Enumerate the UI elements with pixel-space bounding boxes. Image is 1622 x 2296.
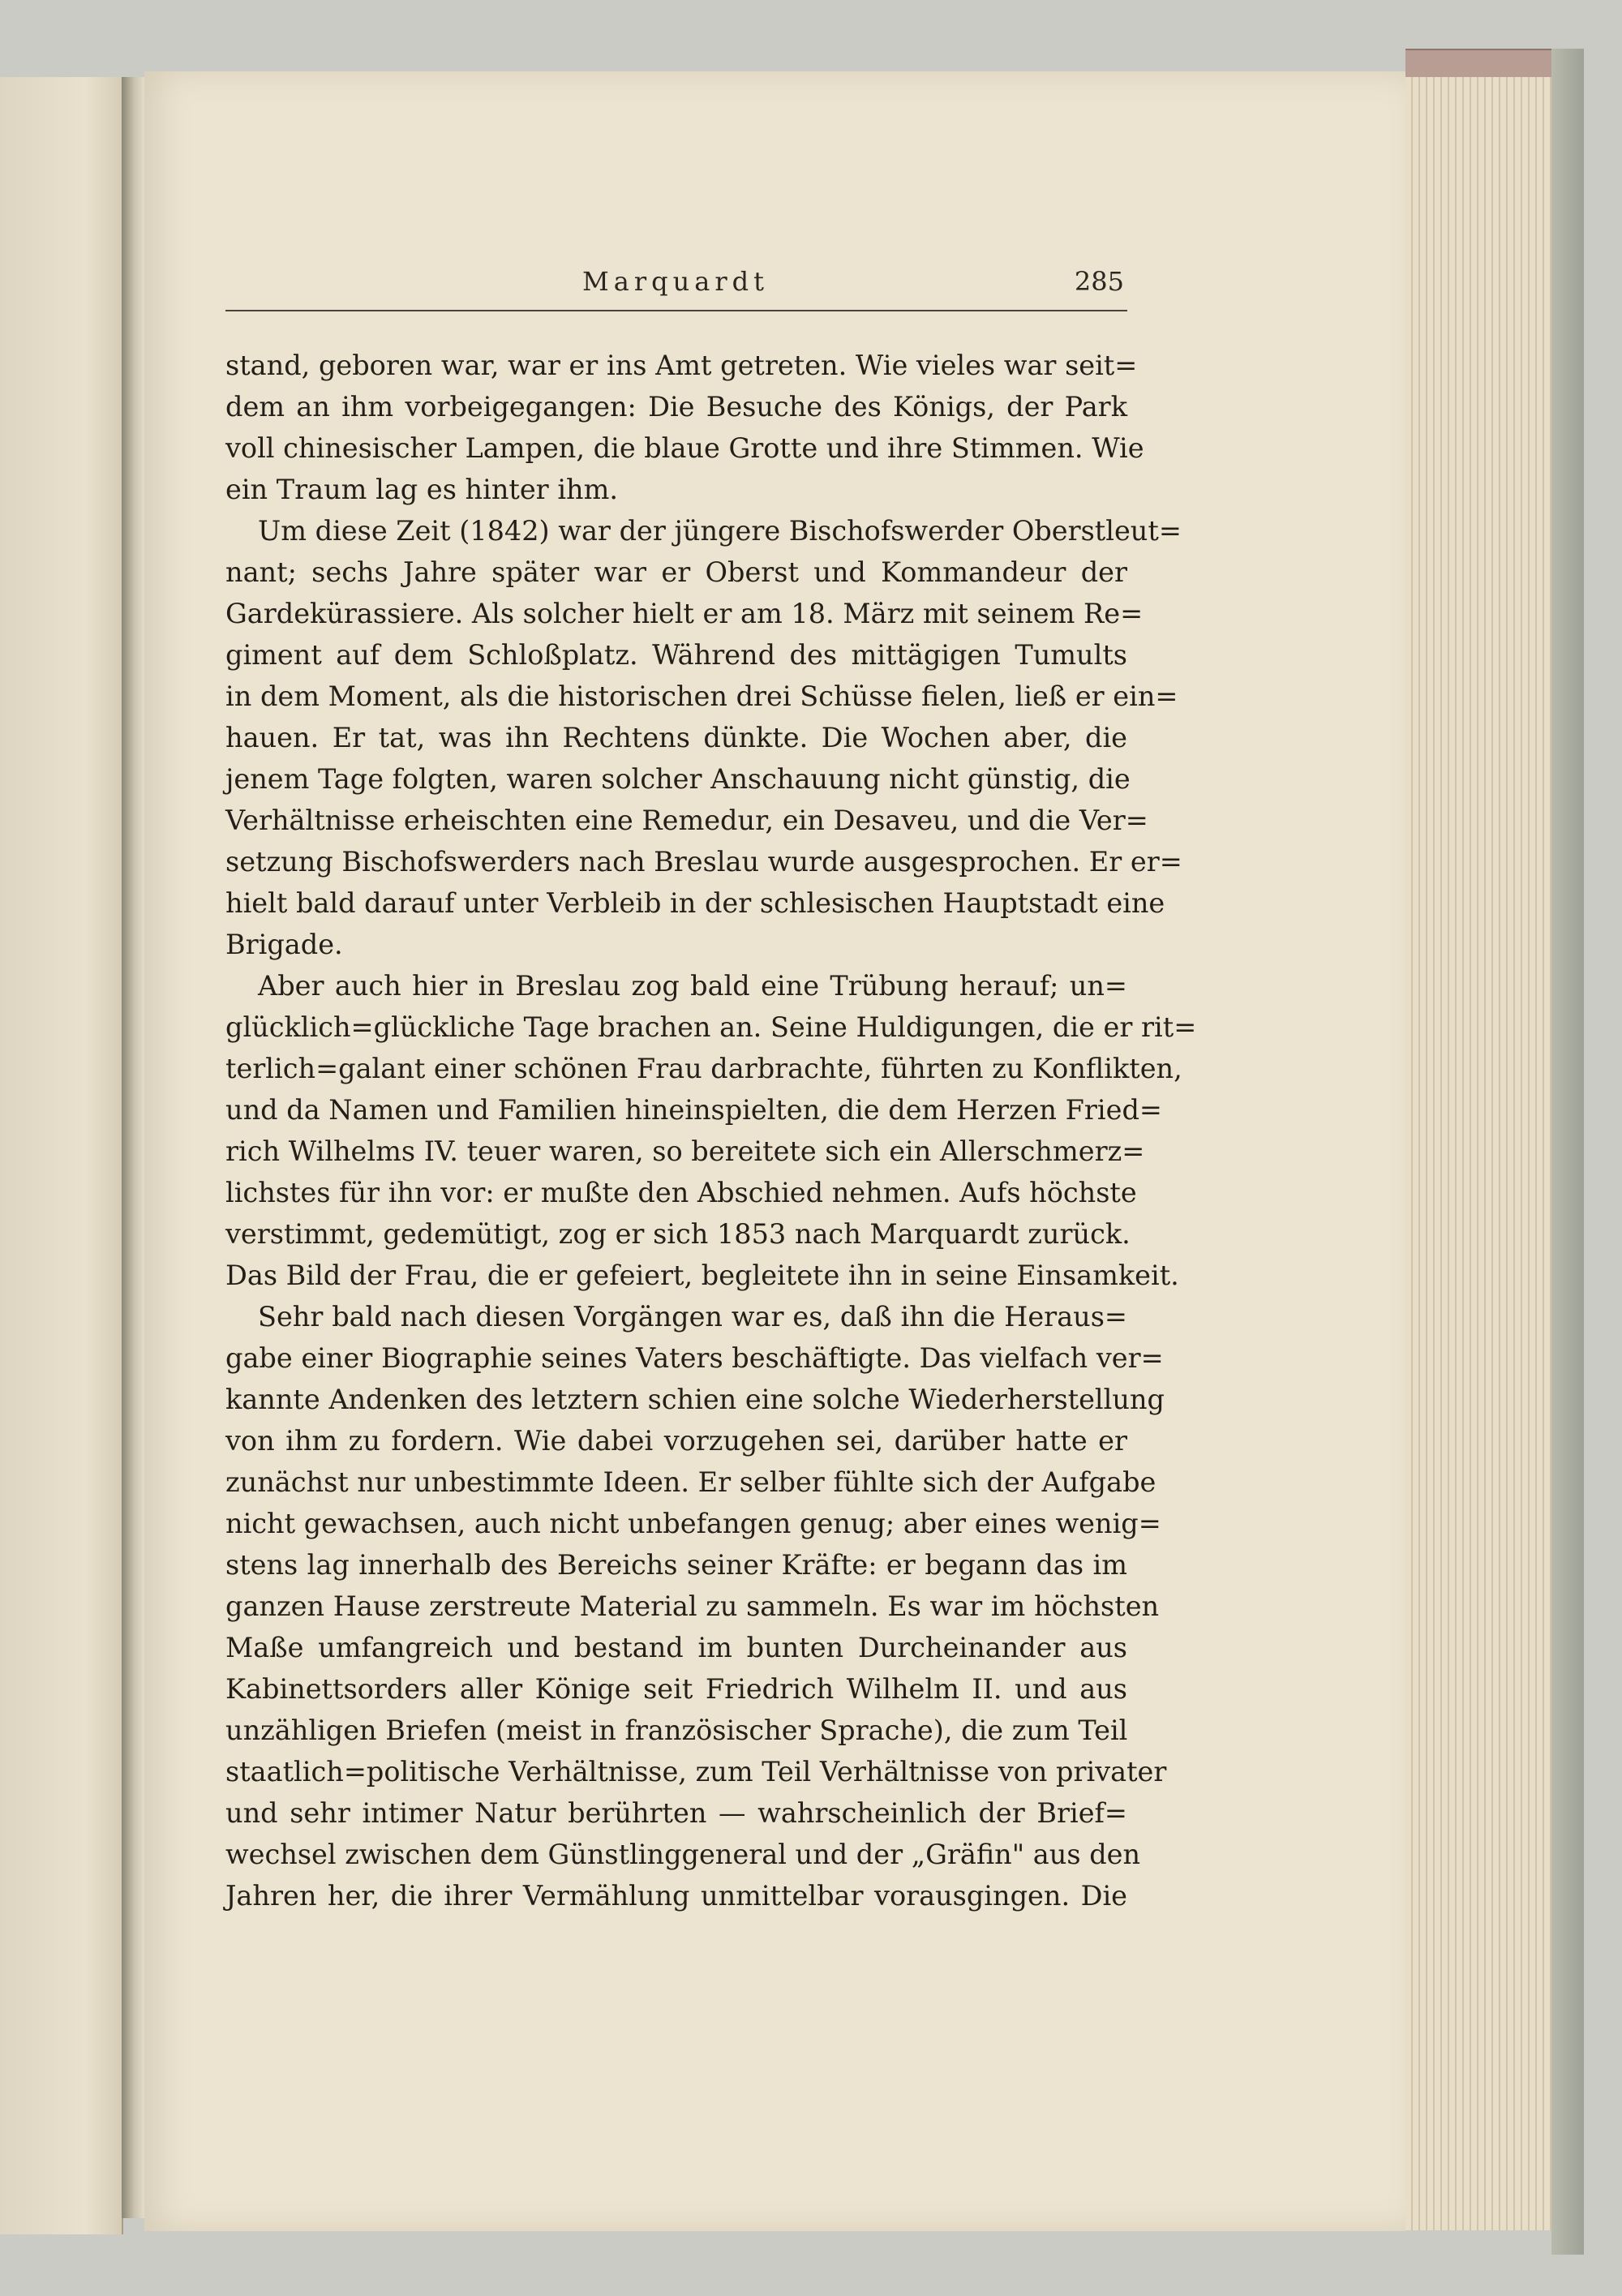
text-line: giment auf dem Schloßplatz. Während des mittägigen Tumults <box>225 639 1127 671</box>
page-block-edges <box>1405 77 1554 2230</box>
text-line: dem an ihm vorbeigegangen: Die Besuche des Königs, der Park <box>225 391 1127 423</box>
text-line: von ihm zu fordern. Wie dabei vorzugehen sei, darüber hatte er <box>225 1425 1127 1457</box>
text-line: zunächst nur unbestimmte Ideen. Er selber fühlte sich der Aufgabe <box>225 1466 1156 1498</box>
text-line: wechsel zwischen dem Günstlinggeneral und der „Gräfin" aus den <box>225 1839 1141 1870</box>
text-line: ein Traum lag es hinter ihm. <box>225 474 619 505</box>
text-line: Kabinettsorders aller Könige seit Friedrich Wilhelm II. und aus <box>225 1673 1127 1705</box>
text-line: ganzen Hause zerstreute Material zu sammeln. Es war im höchsten <box>225 1590 1160 1622</box>
text-line: nant; sechs Jahre später war er Oberst und Kommandeur der <box>225 556 1127 588</box>
book-cover <box>1551 49 1584 2255</box>
text-line: Brigade. <box>225 929 343 960</box>
text-line: setzung Bischofswerders nach Breslau wurde ausgesprochen. Er er= <box>225 846 1182 878</box>
text-line: lichstes für ihn vor: er mußte den Abschied nehmen. Aufs höchste <box>225 1177 1137 1208</box>
text-line: kannte Andenken des letztern schien eine solche Wiederherstellung <box>225 1384 1165 1415</box>
text-line: rich Wilhelms IV. teuer waren, so bereitete sich ein Allerschmerz= <box>225 1135 1145 1167</box>
text-line: Aber auch hier in Breslau zog bald eine Trübung herauf; un= <box>258 970 1127 1002</box>
text-line: voll chinesischer Lampen, die blaue Grotte und ihre Stimmen. Wie <box>225 432 1144 464</box>
page-number: 285 <box>1074 266 1124 297</box>
text-line: stens lag innerhalb des Bereichs seiner Kräfte: er begann das im <box>225 1549 1127 1581</box>
text-line: Um diese Zeit (1842) war der jüngere Bischofswerder Oberstleut= <box>258 515 1182 547</box>
page-header <box>225 261 1127 311</box>
text-line: hauen. Er tat, was ihn Rechtens dünkte. Die Wochen aber, die <box>225 722 1127 753</box>
text-line: glücklich=glückliche Tage brachen an. Seine Huldigungen, die er rit= <box>225 1011 1197 1043</box>
text-line: Jahren her, die ihrer Vermählung unmittelbar vorausgingen. Die <box>225 1880 1127 1912</box>
book-binding <box>122 77 144 2218</box>
text-line: terlich=galant einer schönen Frau darbrachte, führten zu Konflikten, <box>225 1053 1182 1084</box>
text-line: gabe einer Biographie seines Vaters beschäftigte. Das vielfach ver= <box>225 1342 1164 1374</box>
text-line: in dem Moment, als die historischen drei Schüsse fielen, ließ er ein= <box>225 680 1178 712</box>
text-line: stand, geboren war, war er ins Amt getreten. Wie vieles war seit= <box>225 350 1138 381</box>
text-line: verstimmt, gedemütigt, zog er sich 1853 nach Marquardt zurück. <box>225 1218 1131 1250</box>
text-line: jenem Tage folgten, waren solcher Anschauung nicht günstig, die <box>225 763 1131 795</box>
text-line: Sehr bald nach diesen Vorgängen war es, daß ihn die Heraus= <box>258 1301 1127 1333</box>
text-line: staatlich=politische Verhältnisse, zum Teil Verhältnisse von privater <box>225 1756 1167 1787</box>
text-line: Maße umfangreich und bestand im bunten Durcheinander aus <box>225 1632 1127 1663</box>
text-line: Gardekürassiere. Als solcher hielt er am 18. März mit seinem Re= <box>225 598 1144 629</box>
previous-page-edge <box>0 77 123 2234</box>
text-line: Verhältnisse erheischten eine Remedur, ein Desaveu, und die Ver= <box>225 805 1148 836</box>
body-text <box>225 345 1197 1916</box>
text-line: hielt bald darauf unter Verbleib in der schlesischen Hauptstadt eine <box>225 887 1165 919</box>
text-line: nicht gewachsen, auch nicht unbefangen genug; aber eines wenig= <box>225 1508 1161 1539</box>
text-line: und sehr intimer Natur berührten — wahrscheinlich der Brief= <box>225 1797 1127 1829</box>
text-line: Das Bild der Frau, die er gefeiert, begleitete ihn in seine Einsamkeit. <box>225 1260 1179 1291</box>
running-title: Marquardt <box>582 266 769 297</box>
text-line: und da Namen und Familien hineinspielten, die dem Herzen Fried= <box>225 1094 1162 1126</box>
text-line: unzähligen Briefen (meist in französischer Sprache), die zum Teil <box>225 1714 1128 1746</box>
